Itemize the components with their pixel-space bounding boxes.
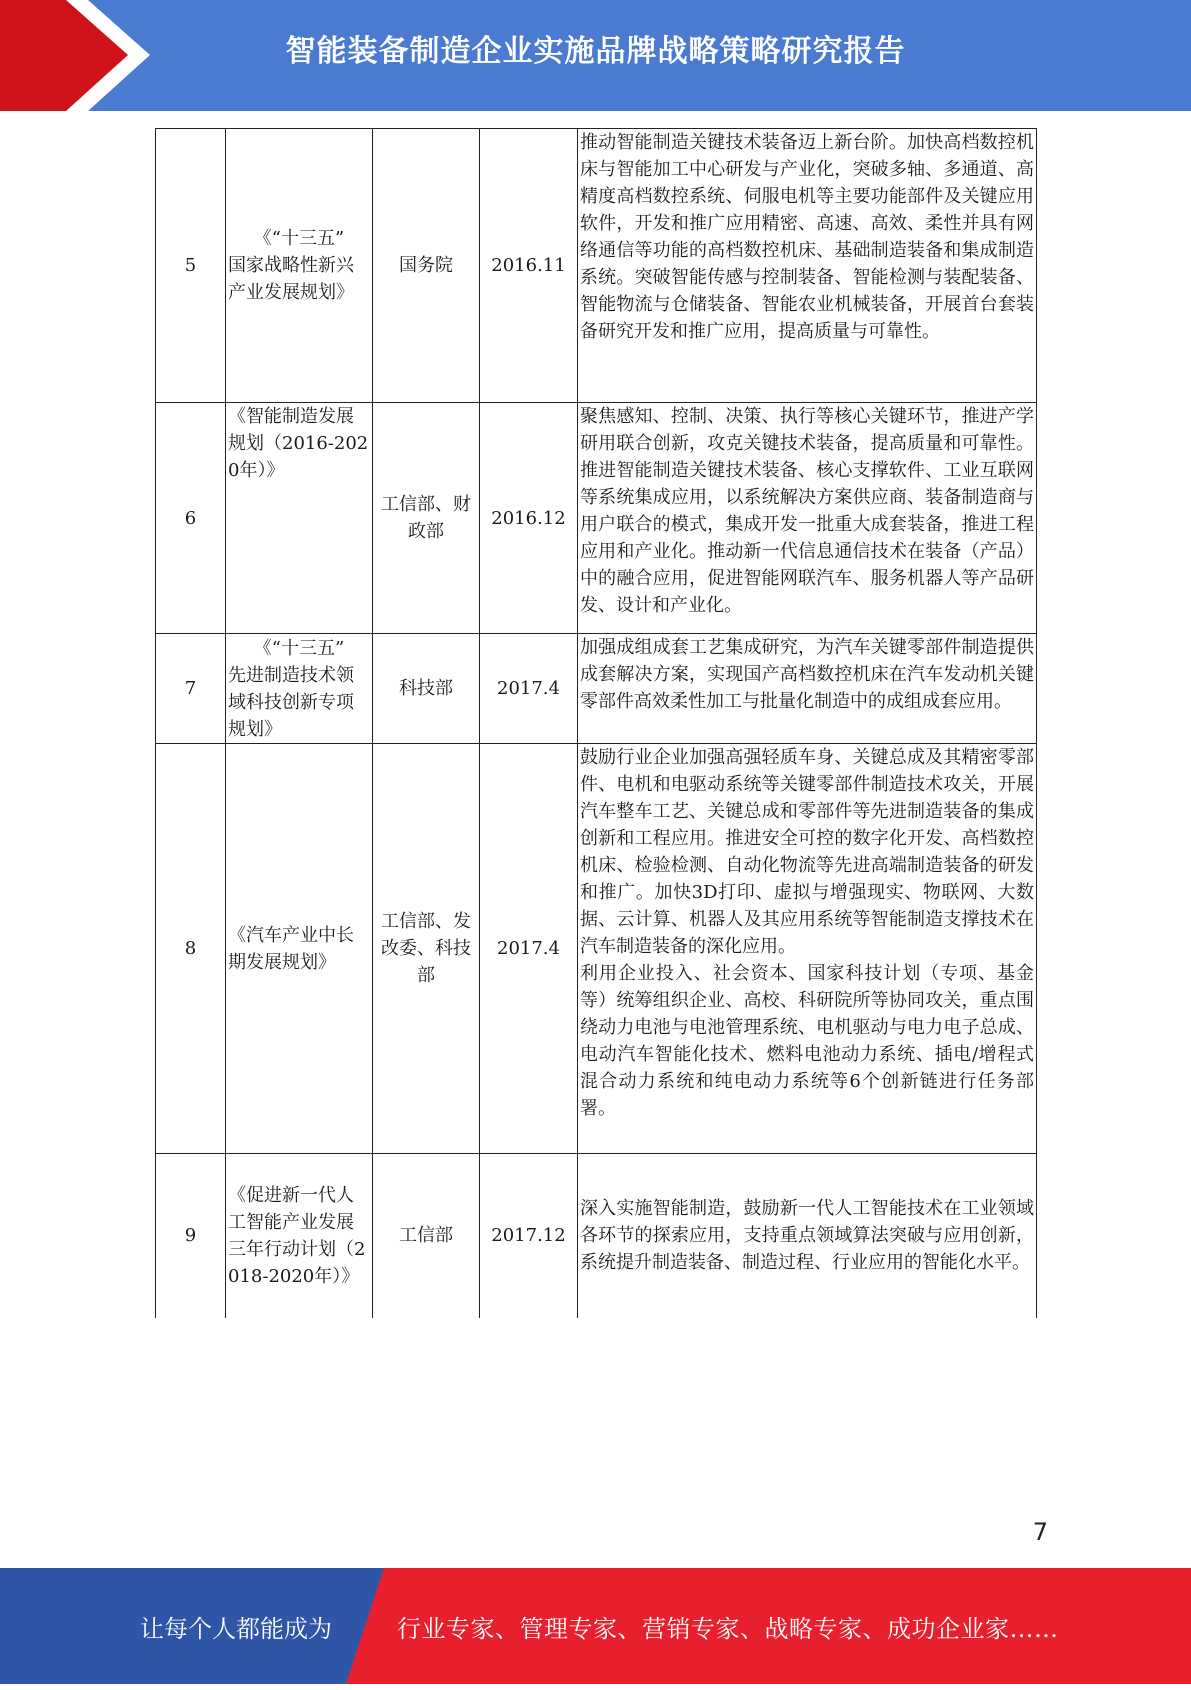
table-row	[156, 129, 1037, 403]
content-paragraph: 推动智能制造关键技术装备迈上新台阶。加快高档数控机床与智能加工中心研发与产业化，突破多轴、多通道、高精度高档数控系统、伺服电机等主要功能部件及关键应用软件，开发和推广应用精密、高速、高效、柔性并具有网络通信等功能的高档数控机床、基础制造装备和集成制造系统。突破智能传感与控制装备、智能检测与装配装备、智能物流与仓储装备、智能农业机械装备，开展首台套装备研究开发和推广应用，提高质量与可靠性。	[580, 132, 1034, 342]
issuing-department: 科技部	[373, 634, 480, 744]
footer-slogan-right: 行业专家、管理专家、营销专家、战略专家、成功企业家……	[397, 1615, 1059, 1643]
table-row	[156, 744, 1037, 1154]
policy-name-rest: 《汽车产业中长期发展规划》	[228, 924, 354, 973]
issuing-department: 工信部	[373, 1154, 480, 1318]
policy-content	[578, 403, 1037, 634]
policy-content	[578, 744, 1037, 1154]
issue-date: 2016.12	[480, 403, 578, 634]
policy-content	[578, 634, 1037, 744]
content-paragraph: 聚焦感知、控制、决策、执行等核心关键环节，推进产学研用联合创新，攻克关键技术装备，提高质量和可靠性。推进智能制造关键技术装备、核心支撑软件、工业互联网等系统集成应用，以系统解决方案供应商、装备制造商与用户联合的模式，集成开发一批重大成套装备，推进工程应用和产业化。推动新一代信息通信技术在装备（产品）中的融合应用，促进智能网联汽车、服务机器人等产品研发、设计和产业化。	[580, 406, 1034, 616]
content-paragraph: 深入实施智能制造，鼓励新一代人工智能技术在工业领域各环节的探索应用，支持重点领域算法突破与应用创新，系统提升制造装备、制造过程、行业应用的智能化水平。	[580, 1198, 1034, 1274]
policy-name	[226, 403, 373, 634]
row-number: 8	[156, 744, 226, 1154]
issuing-department: 国务院	[373, 129, 480, 403]
content-paragraph: 加强成组成套工艺集成研究，为汽车关键零部件制造提供成套解决方案，实现国产高档数控机床在汽车发动机关键零部件高效柔性加工与批量化制造中的成组成套应用。	[580, 637, 1034, 712]
issuing-department: 工信部、财政部	[373, 403, 480, 634]
row-number: 6	[156, 403, 226, 634]
footer-banner	[0, 1568, 1191, 1684]
document-title: 智能装备制造企业实施品牌战略策略研究报告	[285, 34, 906, 69]
page-number: 7	[1032, 1518, 1048, 1546]
table-row	[156, 634, 1037, 744]
policy-name-rest: 《促进新一代人工智能产业发展三年行动计划（2018-2020年）》	[228, 1184, 366, 1287]
policy-name	[226, 634, 373, 744]
policy-name-rest: 国家战略性新兴产业发展规划》	[228, 255, 354, 303]
policy-name-first-line: 《“十三五”	[253, 228, 345, 249]
issue-date: 2016.11	[480, 129, 578, 403]
row-number: 5	[156, 129, 226, 403]
policy-name-rest: 先进制造技术领域科技创新专项规划》	[228, 664, 354, 740]
issue-date: 2017.4	[480, 744, 578, 1154]
policy-content	[578, 1154, 1037, 1318]
issue-date: 2017.12	[480, 1154, 578, 1318]
issue-date: 2017.4	[480, 634, 578, 744]
content-paragraph: 利用企业投入、社会资本、国家科技计划（专项、基金等）统筹组织企业、高校、科研院所等协同攻关，重点围绕动力电池与电池管理系统、电机驱动与电力电子总成、电动汽车智能化技术、燃料电池动力系统、插电/增程式混合动力系统和纯电动力系统等6个创新链进行任务部署。	[580, 963, 1034, 1119]
policy-content	[578, 129, 1037, 403]
table-row	[156, 1154, 1037, 1318]
footer-slogan-left: 让每个人都能成为	[140, 1615, 332, 1643]
policy-name-rest: 《智能制造发展规划（2016-2020年）》	[228, 406, 369, 481]
policy-table	[155, 128, 1037, 1318]
content-paragraph: 鼓励行业企业加强高强轻质车身、关键总成及其精密零部件、电机和电驱动系统等关键零部件制造技术攻关，开展汽车整车工艺、关键总成和零部件等先进制造装备的集成创新和工程应用。推进安全可控的数字化开发、高档数控机床、检验检测、自动化物流等先进高端制造装备的研发和推广。加快3D打印、虚拟与增强现实、物联网、大数据、云计算、机器人及其应用系统等智能制造支撑技术在汽车制造装备的深化应用。	[580, 747, 1034, 957]
row-number: 7	[156, 634, 226, 744]
policy-name-first-line: 《“十三五”	[253, 637, 345, 659]
header-banner	[0, 0, 1191, 111]
issuing-department: 工信部、发改委、科技部	[373, 744, 480, 1154]
policy-name	[226, 129, 373, 403]
table-row	[156, 403, 1037, 634]
policy-name	[226, 1154, 373, 1318]
policy-name	[226, 744, 373, 1154]
row-number: 9	[156, 1154, 226, 1318]
